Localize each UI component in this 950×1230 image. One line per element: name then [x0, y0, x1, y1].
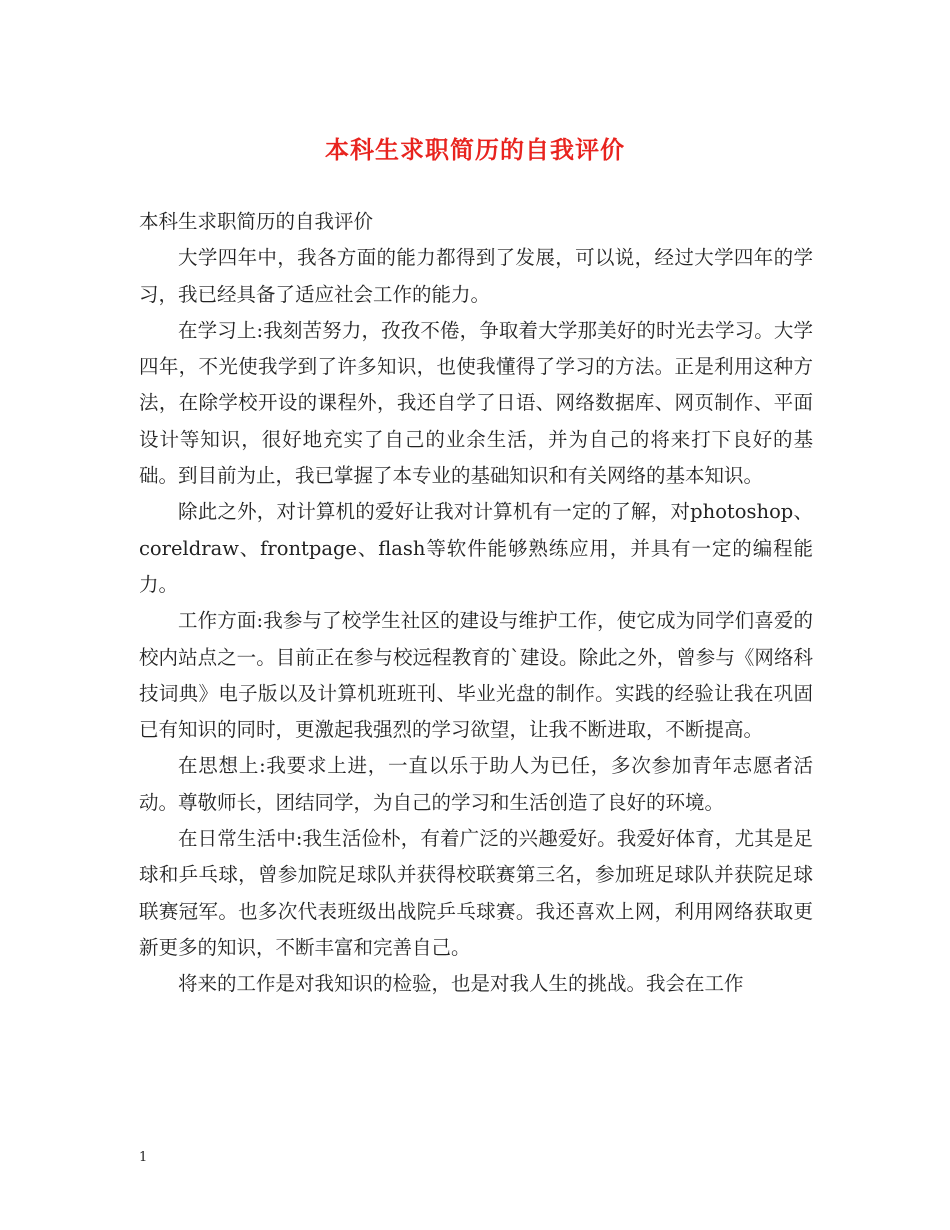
- paragraph-future: 将来的工作是对我知识的检验，也是对我人生的挑战。我会在工作: [178, 972, 744, 996]
- body-heading: 本科生求职简历的自我评价: [139, 210, 374, 233]
- paragraph-thought: 在思想上:我要求上进，一直以乐于助人为已任，多次参加青年志愿者活动。尊敬师长，团结同学，为自己的学习和生活创造了良好的环境。: [139, 754, 813, 814]
- paragraph-daily-life: 在日常生活中:我生活俭朴，有着广泛的兴趣爱好。我爱好体育，尤其是足球和乒乓球，曾参加院足球队并获得校联赛第三名，参加班足球队并获院足球联赛冠军。也多次代表班级出战院乒乓球赛。我还喜欢上网，利用网络获取更新更多的知识，不断丰富和完善自己。: [139, 827, 813, 959]
- paragraph-study: 在学习上:我刻苦努力，孜孜不倦，争取着大学那美好的时光去学习。大学四年，不光使我学到了许多知识，也使我懂得了学习的方法。正是利用这种方法，在除学校开设的课程外，我还自学了日语、网络数据库、网页制作、平面设计等知识，很好地充实了自己的业余生活，并为自己的将来打下良好的基础。到目前为止，我已掌握了本专业的基础知识和有关网络的基本知识。: [139, 318, 813, 488]
- document-title: 本科生求职简历的自我评价: [325, 135, 625, 164]
- paragraph-computer-skills: 除此之外，对计算机的爱好让我对计算机有一定的了解，对photoshop、coreldraw、frontpage、flash等软件能够熟练应用，并具有一定的编程能力。: [139, 500, 813, 596]
- paragraph-intro: 大学四年中，我各方面的能力都得到了发展，可以说，经过大学四年的学习，我已经具备了适应社会工作的能力。: [139, 246, 813, 306]
- page-number: 1: [139, 1150, 148, 1165]
- document-body: [139, 204, 813, 1003]
- paragraph-work: 工作方面:我参与了校学生社区的建设与维护工作，使它成为同学们喜爱的校内站点之一。目前正在参与校远程教育的`建设。除此之外，曾参与《网络科技词典》电子版以及计算机班班刊、毕业光盘的制作。实践的经验让我在巩固已有知识的同时，更激起我强烈的学习欲望，让我不断进取，不断提高。: [139, 609, 813, 742]
